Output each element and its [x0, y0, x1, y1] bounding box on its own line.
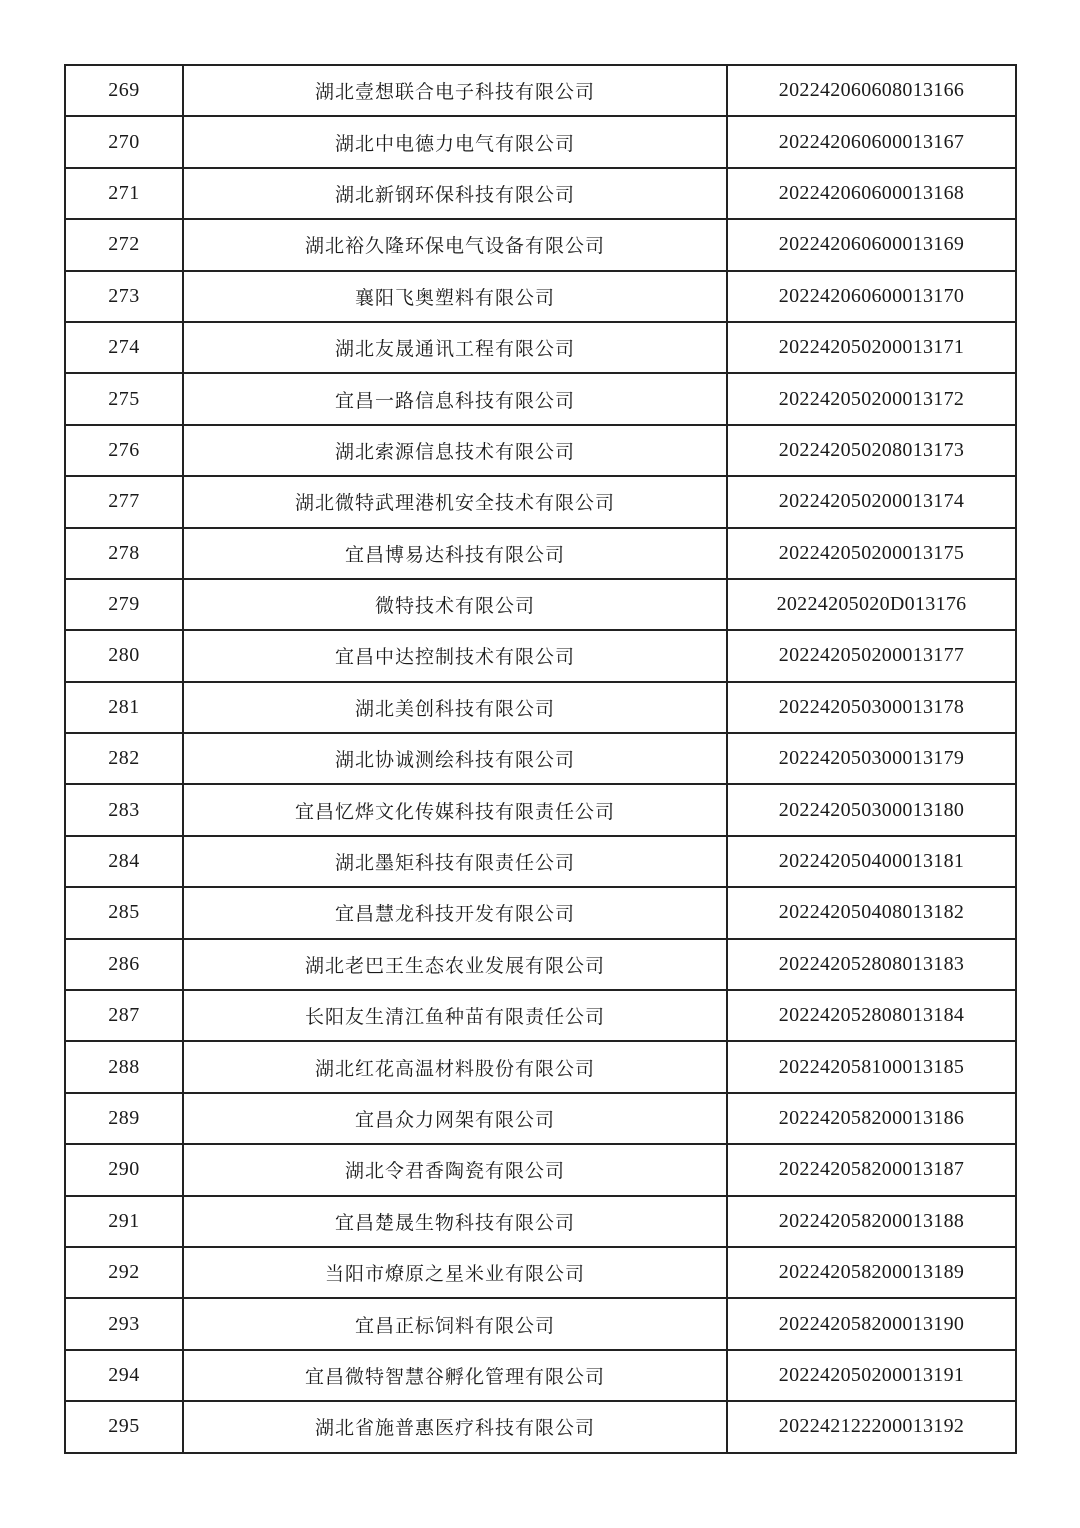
company-name-cell: 湖北墨矩科技有限责任公司 [183, 836, 727, 887]
table-row [65, 1041, 1016, 1092]
registration-code-cell: 202242060600013169 [727, 219, 1016, 270]
company-name-cell: 长阳友生清江鱼种苗有限责任公司 [183, 990, 727, 1041]
table-row [65, 1144, 1016, 1195]
row-number-cell: 291 [65, 1196, 183, 1247]
row-number-cell: 282 [65, 733, 183, 784]
table-row [65, 168, 1016, 219]
registration-code-cell: 202242052808013184 [727, 990, 1016, 1041]
table-row [65, 322, 1016, 373]
table-row [65, 939, 1016, 990]
row-number-cell: 272 [65, 219, 183, 270]
registration-code-cell: 202242050200013174 [727, 476, 1016, 527]
company-name-cell: 湖北省施普惠医疗科技有限公司 [183, 1401, 727, 1452]
table-row [65, 1298, 1016, 1349]
row-number-cell: 271 [65, 168, 183, 219]
company-name-cell: 宜昌博易达科技有限公司 [183, 528, 727, 579]
registration-code-cell: 202242058200013188 [727, 1196, 1016, 1247]
company-name-cell: 当阳市燎原之星米业有限公司 [183, 1247, 727, 1298]
registration-code-cell: 202242050200013177 [727, 630, 1016, 681]
registration-code-cell: 202242050200013191 [727, 1350, 1016, 1401]
registration-code-cell: 202242050408013182 [727, 887, 1016, 938]
table-row [65, 579, 1016, 630]
company-name-cell: 湖北中电德力电气有限公司 [183, 116, 727, 167]
company-name-cell: 宜昌慧龙科技开发有限公司 [183, 887, 727, 938]
company-registry-table [64, 64, 1017, 1454]
registration-code-cell: 202242058100013185 [727, 1041, 1016, 1092]
table-row [65, 887, 1016, 938]
company-name-cell: 湖北令君香陶瓷有限公司 [183, 1144, 727, 1195]
table-row [65, 425, 1016, 476]
company-name-cell: 宜昌忆烨文化传媒科技有限责任公司 [183, 784, 727, 835]
table-row [65, 1401, 1016, 1452]
table-row [65, 1350, 1016, 1401]
company-name-cell: 襄阳飞奥塑料有限公司 [183, 271, 727, 322]
row-number-cell: 281 [65, 682, 183, 733]
table-row [65, 733, 1016, 784]
company-name-cell: 湖北微特武理港机安全技术有限公司 [183, 476, 727, 527]
row-number-cell: 293 [65, 1298, 183, 1349]
registration-code-cell: 202242050208013173 [727, 425, 1016, 476]
company-name-cell: 湖北友晟通讯工程有限公司 [183, 322, 727, 373]
company-name-cell: 湖北美创科技有限公司 [183, 682, 727, 733]
company-name-cell: 宜昌微特智慧谷孵化管理有限公司 [183, 1350, 727, 1401]
row-number-cell: 285 [65, 887, 183, 938]
registration-code-cell: 202242050200013172 [727, 373, 1016, 424]
registration-code-cell: 202242052808013183 [727, 939, 1016, 990]
registration-code-cell: 202242058200013187 [727, 1144, 1016, 1195]
row-number-cell: 284 [65, 836, 183, 887]
table-row [65, 528, 1016, 579]
company-name-cell: 湖北裕久隆环保电气设备有限公司 [183, 219, 727, 270]
company-name-cell: 湖北壹想联合电子科技有限公司 [183, 65, 727, 116]
row-number-cell: 283 [65, 784, 183, 835]
table-row [65, 682, 1016, 733]
registration-code-cell: 202242060600013168 [727, 168, 1016, 219]
company-name-cell: 宜昌一路信息科技有限公司 [183, 373, 727, 424]
row-number-cell: 278 [65, 528, 183, 579]
table-row [65, 476, 1016, 527]
company-name-cell: 宜昌中达控制技术有限公司 [183, 630, 727, 681]
registration-code-cell: 202242060600013170 [727, 271, 1016, 322]
table-row [65, 1093, 1016, 1144]
row-number-cell: 294 [65, 1350, 183, 1401]
table-row [65, 630, 1016, 681]
row-number-cell: 292 [65, 1247, 183, 1298]
registration-code-cell: 20224205020D013176 [727, 579, 1016, 630]
registration-code-cell: 202242050400013181 [727, 836, 1016, 887]
row-number-cell: 295 [65, 1401, 183, 1452]
company-name-cell: 湖北协诚测绘科技有限公司 [183, 733, 727, 784]
row-number-cell: 275 [65, 373, 183, 424]
row-number-cell: 286 [65, 939, 183, 990]
registration-code-cell: 202242050200013171 [727, 322, 1016, 373]
table-row [65, 65, 1016, 116]
registration-code-cell: 202242058200013190 [727, 1298, 1016, 1349]
table-row [65, 990, 1016, 1041]
registration-code-cell: 202242122200013192 [727, 1401, 1016, 1452]
row-number-cell: 269 [65, 65, 183, 116]
company-name-cell: 宜昌正标饲料有限公司 [183, 1298, 727, 1349]
company-name-cell: 湖北新钢环保科技有限公司 [183, 168, 727, 219]
row-number-cell: 274 [65, 322, 183, 373]
row-number-cell: 280 [65, 630, 183, 681]
company-name-cell: 湖北红花高温材料股份有限公司 [183, 1041, 727, 1092]
table-row [65, 271, 1016, 322]
table-row [65, 1247, 1016, 1298]
row-number-cell: 273 [65, 271, 183, 322]
table-row [65, 1196, 1016, 1247]
row-number-cell: 289 [65, 1093, 183, 1144]
row-number-cell: 276 [65, 425, 183, 476]
company-name-cell: 宜昌众力网架有限公司 [183, 1093, 727, 1144]
row-number-cell: 277 [65, 476, 183, 527]
registry-table-body [65, 65, 1016, 1453]
company-name-cell: 湖北索源信息技术有限公司 [183, 425, 727, 476]
row-number-cell: 290 [65, 1144, 183, 1195]
table-row [65, 373, 1016, 424]
table-row [65, 116, 1016, 167]
row-number-cell: 279 [65, 579, 183, 630]
row-number-cell: 270 [65, 116, 183, 167]
registration-code-cell: 202242060600013167 [727, 116, 1016, 167]
registration-code-cell: 202242060608013166 [727, 65, 1016, 116]
table-row [65, 836, 1016, 887]
registration-code-cell: 202242058200013189 [727, 1247, 1016, 1298]
row-number-cell: 288 [65, 1041, 183, 1092]
company-name-cell: 微特技术有限公司 [183, 579, 727, 630]
registration-code-cell: 202242058200013186 [727, 1093, 1016, 1144]
row-number-cell: 287 [65, 990, 183, 1041]
registration-code-cell: 202242050300013179 [727, 733, 1016, 784]
company-name-cell: 湖北老巴王生态农业发展有限公司 [183, 939, 727, 990]
table-row [65, 219, 1016, 270]
registration-code-cell: 202242050200013175 [727, 528, 1016, 579]
company-name-cell: 宜昌楚晟生物科技有限公司 [183, 1196, 727, 1247]
table-row [65, 784, 1016, 835]
registration-code-cell: 202242050300013180 [727, 784, 1016, 835]
registration-code-cell: 202242050300013178 [727, 682, 1016, 733]
